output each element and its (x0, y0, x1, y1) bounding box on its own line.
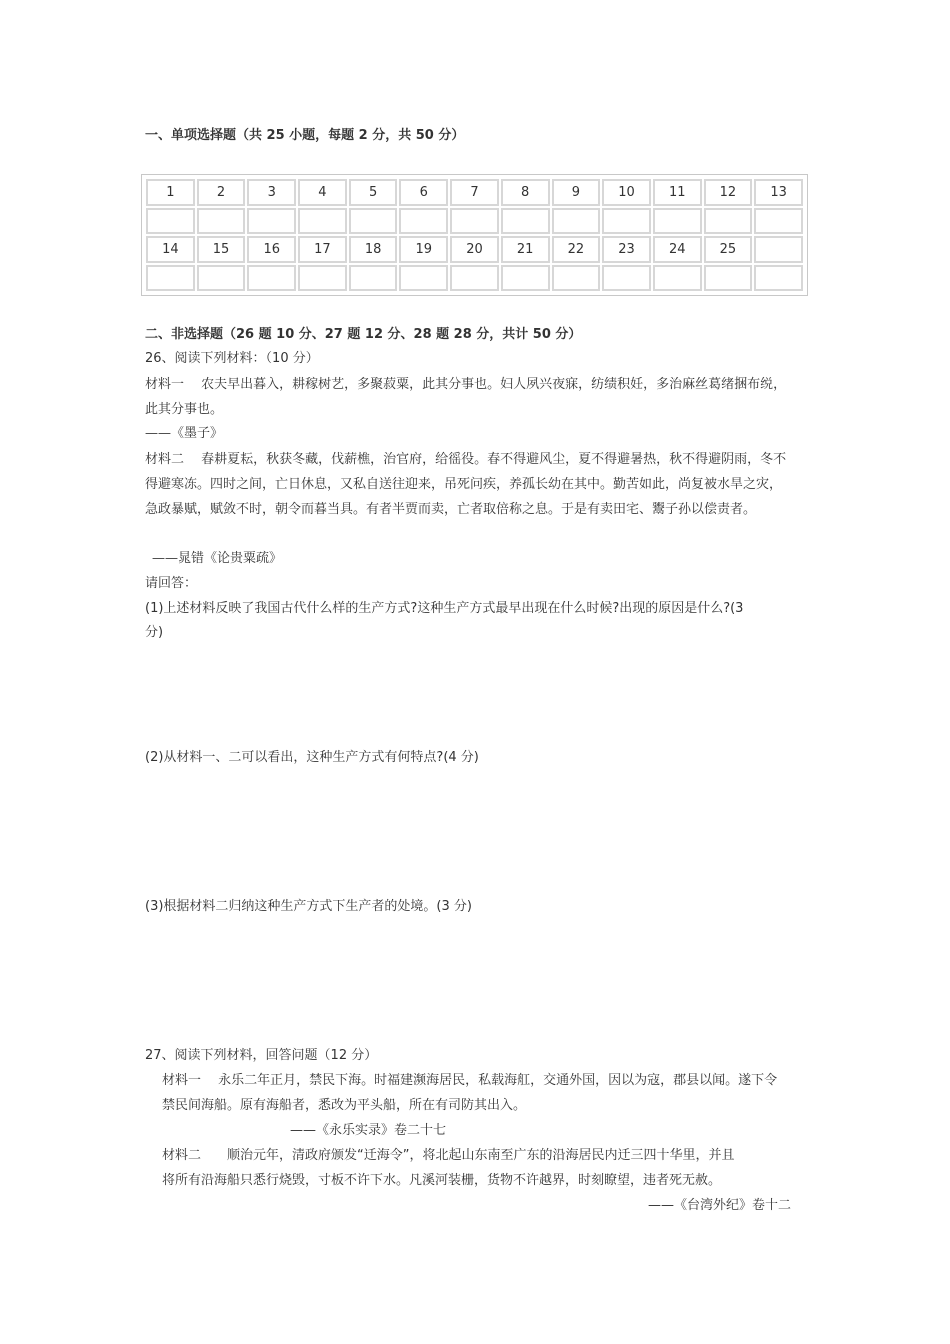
answer-cell[interactable] (754, 265, 803, 292)
answer-cell[interactable] (247, 208, 296, 235)
answer-cell[interactable] (552, 265, 601, 292)
grid-number: 25 (704, 236, 753, 263)
answer-grid-blank-row-2 (146, 265, 803, 292)
grid-number: 9 (552, 179, 601, 206)
answer-cell[interactable] (602, 265, 651, 292)
grid-number: 23 (602, 236, 651, 263)
grid-number: 1 (146, 179, 195, 206)
answer-cell[interactable] (197, 265, 246, 292)
answer-grid-header-row-2 (146, 236, 803, 263)
grid-number: 12 (704, 179, 753, 206)
answer-grid (141, 174, 808, 296)
q27-heading: 27、阅读下列材料，回答问题（12 分） (145, 1048, 378, 1063)
grid-number: 20 (450, 236, 499, 263)
section2-title: 二、非选择题（26 题 10 分、27 题 12 分、28 题 28 分，共计 50 分） (145, 327, 582, 342)
grid-number: 10 (602, 179, 651, 206)
section1-title: 一、单项选择题（共 25 小题，每题 2 分，共 50 分） (145, 128, 465, 143)
answer-cell[interactable] (298, 265, 347, 292)
q26-material1-line1: 材料一 农夫早出暮入，耕稼树艺，多聚菽粟，此其分事也。妇人夙兴夜寐，纺绩积妊，多治麻丝葛绪捆布䌼， (145, 377, 787, 392)
grid-number: 6 (399, 179, 448, 206)
answer-cell[interactable] (247, 265, 296, 292)
answer-cell[interactable] (146, 208, 195, 235)
grid-number: 19 (399, 236, 448, 263)
grid-number: 7 (450, 179, 499, 206)
q27-material2-line2: 将所有沿海船只悉行烧毁，寸板不许下水。凡溪河装栅，货物不许越界，时刻瞭望，违者死无赦。 (162, 1173, 722, 1188)
answer-cell[interactable] (501, 265, 550, 292)
answer-cell[interactable] (653, 208, 702, 235)
q26-question3: (3)根据材料二归纳这种生产方式下生产者的处境。(3 分) (145, 899, 472, 914)
grid-number: 4 (298, 179, 347, 206)
answer-cell[interactable] (501, 208, 550, 235)
q26-material2-source: ——晁错《论贵粟疏》 (152, 551, 283, 566)
q27-material2-source: ——《台湾外纪》卷十二 (648, 1198, 792, 1213)
grid-number: 18 (349, 236, 398, 263)
q26-material1-line2: 此其分事也。 (145, 402, 224, 417)
answer-grid-blank-row-1 (146, 208, 803, 235)
q27-material2-line1: 材料二 顺治元年，清政府颁发“迁海令”，将北起山东南至广东的沿海居民内迁三四十华里，并且 (162, 1148, 735, 1163)
answer-cell[interactable] (399, 265, 448, 292)
answer-cell[interactable] (399, 208, 448, 235)
grid-number: 14 (146, 236, 195, 263)
grid-number: 16 (247, 236, 296, 263)
q26-question1-line2: 分) (145, 625, 164, 640)
answer-cell[interactable] (146, 265, 195, 292)
q27-material1-line1: 材料一 永乐二年正月，禁民下海。时福建濒海居民，私载海舡，交通外国，因以为寇，郡县以闻。遂下令 (162, 1073, 778, 1088)
q27-material1-source: ——《永乐实录》卷二十七 (290, 1123, 447, 1138)
answer-cell[interactable] (704, 208, 753, 235)
answer-cell[interactable] (653, 265, 702, 292)
grid-number: 24 (653, 236, 702, 263)
grid-number: 22 (552, 236, 601, 263)
answer-cell[interactable] (704, 265, 753, 292)
answer-cell[interactable] (552, 208, 601, 235)
grid-number: 17 (298, 236, 347, 263)
q26-prompt: 请回答： (145, 576, 198, 591)
answer-cell[interactable] (298, 208, 347, 235)
grid-number: 8 (501, 179, 550, 206)
answer-cell[interactable] (349, 265, 398, 292)
grid-number: 2 (197, 179, 246, 206)
answer-grid-header-row-1 (146, 179, 803, 206)
q26-question2: (2)从材料一、二可以看出，这种生产方式有何特点?(4 分) (145, 750, 479, 765)
q26-material2-line1: 材料二 春耕夏耘，秋获冬藏，伐薪樵，治官府，给徭役。春不得避风尘，夏不得避暑热，秋不得避阴雨，冬不 (145, 452, 787, 467)
grid-number (754, 236, 803, 263)
answer-cell[interactable] (754, 208, 803, 235)
answer-cell[interactable] (349, 208, 398, 235)
grid-number: 13 (754, 179, 803, 206)
grid-number: 21 (501, 236, 550, 263)
grid-number: 5 (349, 179, 398, 206)
q26-material1-source: ——《墨子》 (145, 426, 224, 441)
answer-cell[interactable] (602, 208, 651, 235)
grid-number: 3 (247, 179, 296, 206)
q26-question1-line1: (1)上述材料反映了我国古代什么样的生产方式?这种生产方式最早出现在什么时候?出现的原因是什么?(3 (145, 601, 744, 616)
answer-cell[interactable] (450, 265, 499, 292)
answer-cell[interactable] (197, 208, 246, 235)
q27-material1-line2: 禁民间海船。原有海船者，悉改为平头船，所在有司防其出入。 (162, 1098, 527, 1113)
grid-number: 15 (197, 236, 246, 263)
q26-heading: 26、阅读下列材料：（10 分） (145, 351, 319, 366)
q26-material2-line2: 得避寒冻。四时之间，亡日休息，又私自送往迎来，吊死问疾，养孤长幼在其中。勤苦如此，尚复被水旱之灾， (145, 477, 783, 492)
q26-material2-line3: 急政暴赋，赋敛不时，朝令而暮当具。有者半贾而卖，亡者取倍称之息。于是有卖田宅、鬻子孙以偿责者。 (145, 502, 757, 517)
grid-number: 11 (653, 179, 702, 206)
answer-cell[interactable] (450, 208, 499, 235)
